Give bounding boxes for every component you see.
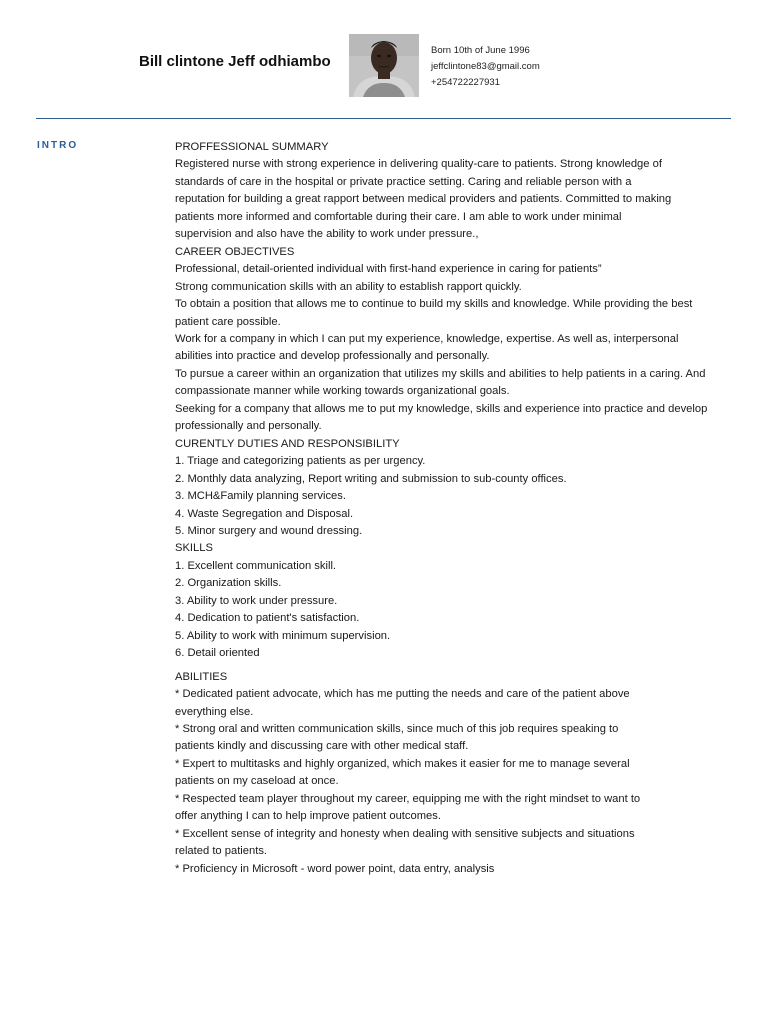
intro-content [175, 139, 735, 878]
text-line: SKILLS [175, 542, 213, 555]
abilities-block [175, 669, 735, 878]
text-line: CAREER OBJECTIVES [175, 245, 295, 258]
text-line: CURENTLY DUTIES AND RESPONSIBILITY [175, 437, 400, 450]
text-line: 1. Excellent communication skill. [175, 559, 337, 572]
text-line: 2. Organization skills. [175, 577, 282, 590]
text-line: offer anything I can to help improve patient outcomes. [175, 810, 441, 823]
text-line: Strong communication skills with an ability to establish rapport quickly. [175, 280, 522, 293]
text-line: * Respected team player throughout my career, equipping me with the right mindset to want to [175, 792, 641, 805]
text-line: Work for a company in which I can put my experience, knowledge, expertise. As well as, interpersonal [175, 332, 679, 345]
profile-photo [349, 34, 419, 97]
text-line: * Excellent sense of integrity and honesty when dealing with sensitive subjects and situations [175, 827, 635, 840]
text-line: To pursue a career within an organization that utilizes my skills and abilities to help patients in a caring. And [175, 367, 706, 380]
text-line: 2. Monthly data analyzing, Report writing and submission to sub-county offices. [175, 472, 567, 485]
text-line: patient care possible. [175, 315, 281, 328]
email-address: jeffclintone83@gmail.com [431, 61, 540, 72]
text-line: ABILITIES [175, 670, 228, 683]
text-line: compassionate manner while working towards organizational goals. [175, 385, 510, 398]
phone-number: +254722227931 [431, 77, 500, 88]
text-line: * Strong oral and written communication skills, since much of this job requires speaking to [175, 722, 619, 735]
section-label-intro: INTRO [37, 140, 79, 151]
text-line: * Dedicated patient advocate, which has me putting the needs and care of the patient above [175, 688, 630, 701]
birth-date: Born 10th of June 1996 [431, 45, 530, 56]
text-line: Registered nurse with strong experience in delivering quality-care to patients. Strong knowledge of [175, 158, 662, 171]
text-line: 5. Ability to work with minimum supervision. [175, 629, 391, 642]
text-line: Seeking for a company that allows me to put my knowledge, skills and experience into practice and develop [175, 402, 708, 415]
text-line: patients on my caseload at once. [175, 775, 339, 788]
main-block [175, 139, 735, 663]
text-line: 6. Detail oriented [175, 647, 260, 660]
text-line: standards of care in the hospital or private practice setting. Caring and reliable person with a [175, 175, 632, 188]
text-line: patients kindly and discussing care with other medical staff. [175, 740, 469, 753]
contact-block [431, 43, 540, 91]
candidate-name: Bill clintone Jeff odhiambo [139, 53, 331, 70]
text-line: reputation for building a great rapport between medical providers and patients. Committed to making [175, 193, 672, 206]
text-line: supervision and also have the ability to work under pressure., [175, 228, 479, 241]
text-line: PROFFESSIONAL SUMMARY [175, 141, 329, 153]
text-line: 3. MCH&Family planning services. [175, 490, 346, 503]
text-line: 4. Dedication to patient's satisfaction. [175, 612, 360, 625]
text-line: 1. Triage and categorizing patients as per urgency. [175, 455, 426, 468]
text-line: professionally and personally. [175, 420, 322, 433]
text-line: 3. Ability to work under pressure. [175, 594, 338, 607]
text-line: patients more informed and comfortable during their care. I am able to work under minimal [175, 210, 622, 223]
text-line: * Expert to multitasks and highly organized, which makes it easier for me to manage several [175, 757, 630, 770]
profile-photo-image [349, 34, 419, 97]
text-line: 5. Minor surgery and wound dressing. [175, 524, 363, 537]
text-line: related to patients. [175, 845, 268, 858]
text-line: abilities into practice and develop professionally and personally. [175, 350, 490, 363]
text-line: 4. Waste Segregation and Disposal. [175, 507, 354, 520]
text-line: To obtain a position that allows me to continue to build my skills and knowledge. While providing the best [175, 298, 693, 311]
header-divider [36, 118, 731, 119]
text-line: everything else. [175, 705, 254, 718]
text-line: * Proficiency in Microsoft - word power point, data entry, analysis [175, 862, 495, 875]
text-line: Professional, detail-oriented individual with first-hand experience in caring for patients” [175, 263, 602, 276]
